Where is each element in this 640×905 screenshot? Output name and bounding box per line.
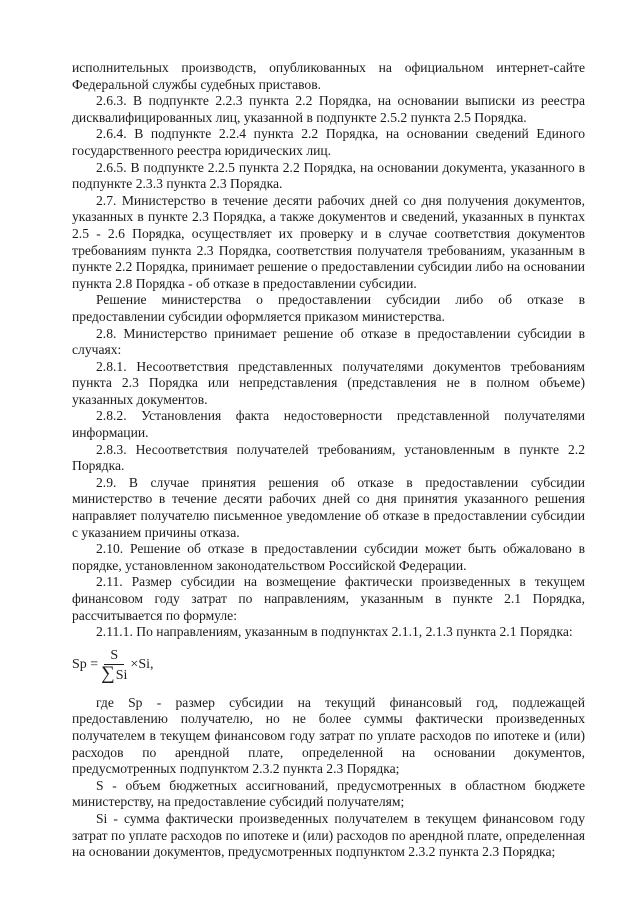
paragraph: исполнительных производств, опубликованных на официальном интернет-сайте Федеральной службы судебных приставов. — [72, 60, 585, 92]
paragraph: Si - сумма фактически произведенных получателем в текущем финансовом году затрат по уплате расходов по ипотеке и (или) расходов по арендной плате, определенная на основании документов, предусмотренных подпунктом 2.3.2 пункта 2.3 Порядка; — [72, 810, 585, 860]
paragraph: 2.6.3. В подпункте 2.2.3 пункта 2.2 Порядка, на основании выписки из реестра дисквалифицированных лиц, указанной в подпункте 2.5.2 пункта 2.5 Порядка. — [72, 93, 585, 125]
paragraph: где Sp - размер субсидии на текущий финансовый год, подлежащей предоставлению получателю, но не более суммы фактически произведенных получателем в текущем финансовом году затрат по уплате расходов по ипотеке и (или) расходов по арендной плате, определенной на основании документов, предусмотренных подпунктом 2.3.2 пункта 2.3 Порядка; — [72, 694, 585, 777]
paragraph: 2.8.1. Несоответствия представленных получателями документов требованиям пункта 2.3 Порядка или непредставления (представления не в полном объеме) указанных документов. — [72, 358, 585, 407]
paragraph: 2.9. В случае принятия решения об отказе в предоставлении субсидии министерство в течение десяти рабочих дней со дня принятия указанного решения направляет получателю письменное уведомление об отказе в предоставлении субсидии с указанием причины отказа. — [72, 474, 585, 540]
formula-times: × — [130, 657, 139, 673]
paragraphs-before-formula — [72, 60, 585, 641]
formula-denominator-text: Si — [115, 667, 128, 683]
subsidy-formula — [72, 641, 585, 691]
paragraph: 2.7. Министерство в течение десяти рабочих дней со дня получения документов, указанных в пункте 2.3 Порядка, а также документов и сведений, указанных в пунктах 2.5 - 2.6 Порядка, осуществляет их проверку и в случае соответствия документов требованиям пункта 2.3 Порядка, соответствия получателя требованиям, указанным в пункте 2.2 Порядка, принимает решение о предоставлении субсидии либо на основании пункта 2.8 Порядка - об отказе в предоставлении субсидии. — [72, 192, 585, 291]
paragraph: 2.8.2. Установления факта недостоверности представленной получателями информации. — [72, 408, 585, 441]
formula-fraction — [101, 647, 127, 685]
formula-rhs: Si, — [138, 657, 154, 673]
paragraph: S - объем бюджетных ассигнований, предусмотренных в областном бюджете министерству, на предоставление субсидий получателям; — [72, 777, 585, 810]
paragraph: 2.11. Размер субсидии на возмещение фактически произведенных в текущем финансовом году затрат по направлениям, указанным в пункте 2.1 Порядка, рассчитывается по формуле: — [72, 574, 585, 623]
paragraph: 2.8. Министерство принимает решение об отказе в предоставлении субсидии в случаях: — [72, 325, 585, 358]
paragraph: 2.6.5. В подпункте 2.2.5 пункта 2.2 Порядка, на основании документа, указанного в подпункте 2.3.3 пункта 2.3 Порядка. — [72, 159, 585, 192]
formula-denominator — [101, 662, 128, 685]
paragraph: 2.10. Решение об отказе в предоставлении субсидии может быть обжаловано в порядке, установленном законодательством Российской Федерации. — [72, 541, 585, 573]
paragraph: 2.8.3. Несоответствия получателей требованиям, установленным в пункте 2.2 Порядка. — [72, 441, 585, 474]
paragraph: 2.6.4. В подпункте 2.2.4 пункта 2.2 Порядка, на основании сведений Единого государственного реестра юридических лиц. — [72, 126, 585, 158]
paragraph: Решение министерства о предоставлении субсидии либо об отказе в предоставлении субсидии оформляется приказом министерства. — [72, 292, 585, 324]
paragraphs-after-formula — [72, 695, 585, 861]
formula-lhs: Sp = — [72, 657, 99, 673]
sigma-symbol: ∑ — [101, 662, 115, 684]
formula-numerator: S — [104, 647, 124, 665]
paragraph: 2.11.1. По направлениям, указанным в подпунктах 2.1.1, 2.1.3 пункта 2.1 Порядка: — [96, 624, 573, 640]
